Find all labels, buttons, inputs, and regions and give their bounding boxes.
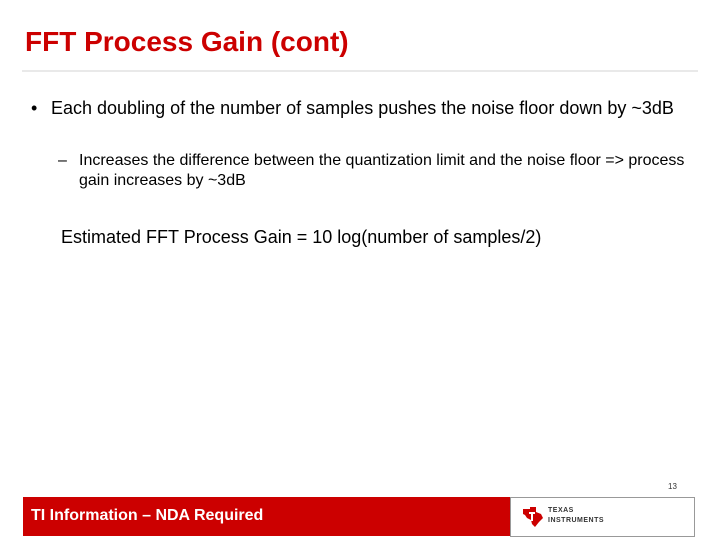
footer-banner: [23, 497, 510, 536]
slide-title: FFT Process Gain (cont): [25, 26, 349, 57]
footer-label: TI Information – NDA Required: [31, 507, 264, 524]
formula-text: Estimated FFT Process Gain = 10 log(number of samples/2): [61, 227, 542, 247]
sub-bullet-marker: –: [58, 152, 67, 169]
title-divider: [22, 70, 698, 72]
sub-bullet-text: Increases the difference between the quantization limit and the noise floor => process gain increases by ~3dB: [79, 152, 685, 189]
bullet-marker: •: [31, 98, 38, 118]
texas-instruments-logo-icon: [521, 506, 545, 528]
bullet-text: Each doubling of the number of samples pushes the noise floor down by ~3dB: [51, 98, 674, 118]
footer-logo: [510, 497, 695, 537]
logo-text-line2: INSTRUMENTS: [548, 517, 605, 524]
logo-text-line1: TEXAS: [548, 507, 574, 514]
page-number: 13: [668, 482, 677, 491]
